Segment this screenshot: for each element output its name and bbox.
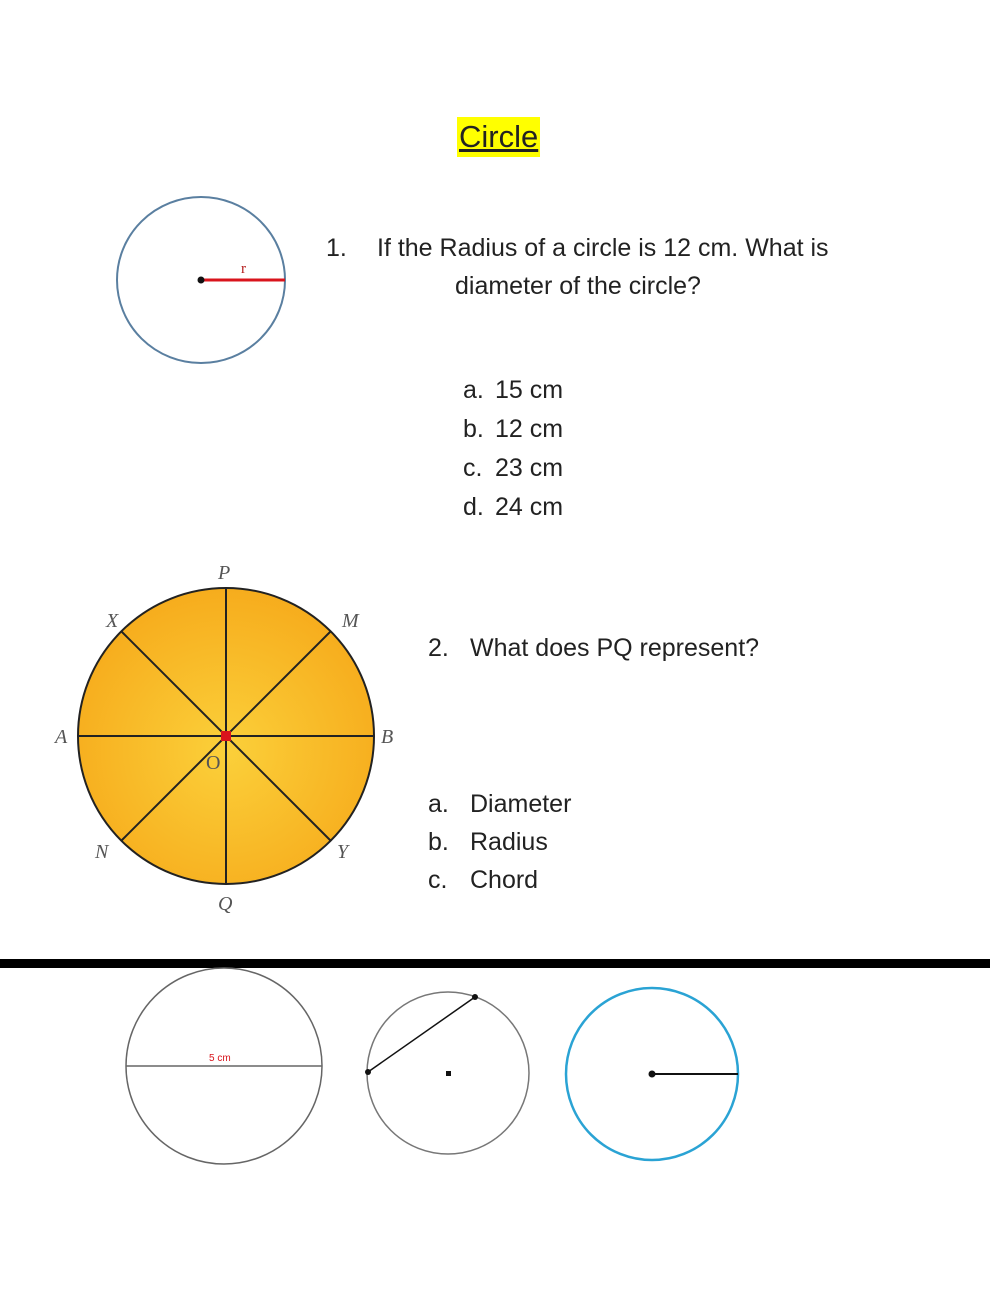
label-m: M — [342, 610, 359, 632]
label-y: Y — [337, 841, 349, 863]
radius-label: r — [241, 261, 246, 277]
option-text: 23 cm — [495, 454, 564, 482]
option-letter: c. — [428, 866, 448, 894]
label-o: O — [206, 752, 221, 774]
option-text: Diameter — [470, 790, 572, 818]
center-point — [221, 731, 231, 741]
radius-blue-circle-figure — [566, 988, 738, 1160]
center-point — [198, 277, 205, 284]
option-text: 12 cm — [495, 415, 564, 443]
option-text: 24 cm — [495, 493, 564, 521]
label-b: B — [381, 726, 394, 748]
labeled-circle-figure — [53, 562, 393, 915]
question-2-number: 2. — [428, 634, 449, 662]
option-letter: a. — [463, 376, 484, 404]
center-point — [446, 1071, 451, 1076]
option-letter: c. — [463, 454, 483, 482]
label-a: A — [55, 726, 68, 748]
label-q: Q — [218, 893, 233, 915]
label-p: P — [218, 562, 231, 584]
question-1-line-2: diameter of the circle? — [455, 272, 701, 300]
chord-endpoint — [365, 1069, 371, 1075]
chord-endpoint — [472, 994, 478, 1000]
chord-circle-figure — [365, 992, 529, 1154]
option-letter: b. — [463, 415, 484, 443]
label-n: N — [95, 841, 109, 863]
label-x: X — [106, 610, 119, 632]
page-title: Circle — [457, 117, 540, 157]
option-text: 15 cm — [495, 376, 564, 404]
question-2-text: What does PQ represent? — [470, 634, 760, 662]
option-text: Chord — [470, 866, 539, 894]
option-letter: a. — [428, 790, 449, 818]
diameter-label: 5 cm — [209, 1053, 231, 1064]
chord-line — [368, 997, 475, 1072]
question-1-number: 1. — [326, 234, 347, 262]
option-letter: d. — [463, 493, 484, 521]
question-1-line-1: If the Radius of a circle is 12 cm. What is — [377, 234, 829, 262]
center-point — [649, 1071, 656, 1078]
section-divider — [0, 959, 990, 968]
option-text: Radius — [470, 828, 548, 856]
radius-circle-figure — [117, 197, 285, 363]
option-letter: b. — [428, 828, 449, 856]
diameter-circle-figure — [126, 968, 322, 1164]
